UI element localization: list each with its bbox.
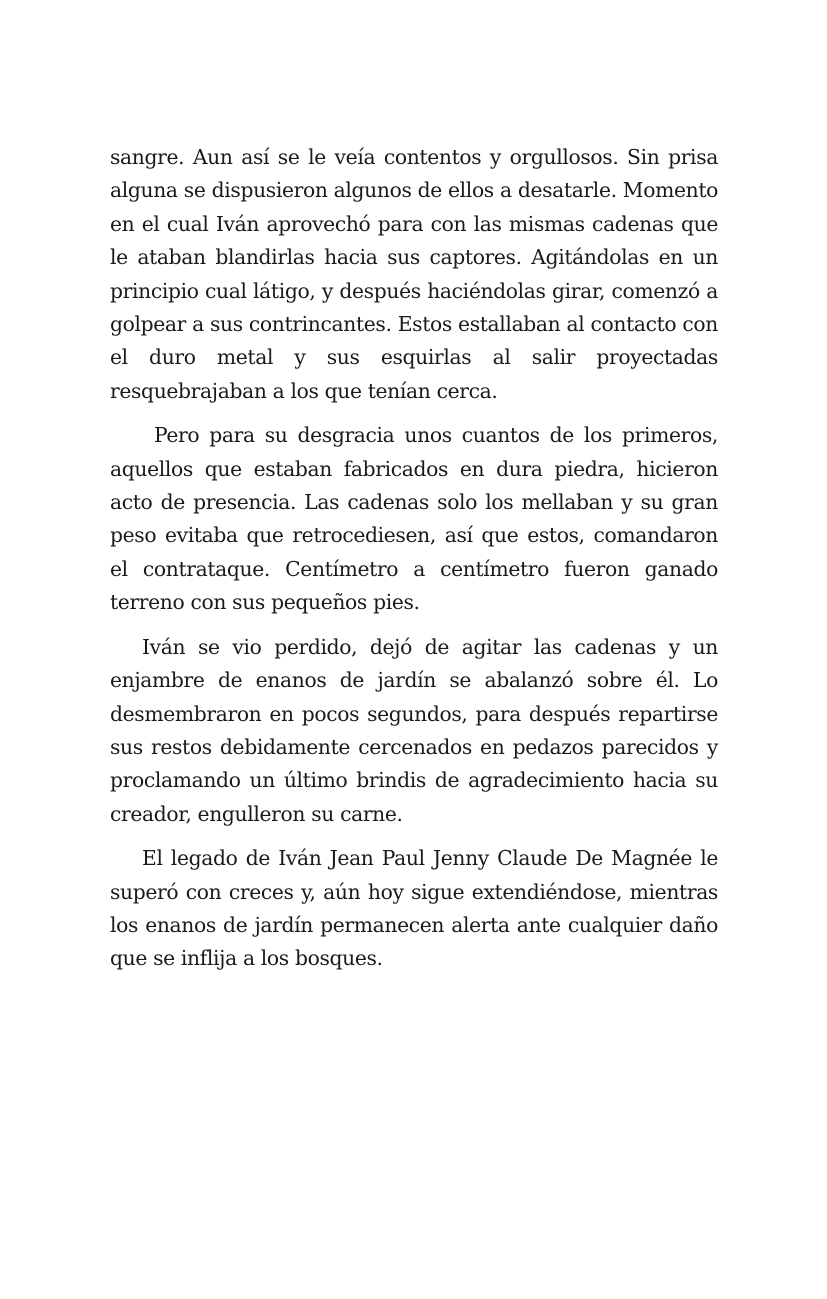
paragraph-3: Iván se vio perdido, dejó de agitar las cadenas y un enjambre de enanos de jardín se abalanzó sobre él. Lo desmembraron en pocos segundos, para después repartirse sus restos debidamente cercenados en pedazos parecidos y proclamando un último brindis de agradecimiento hacia su creador, engulleron su carne. bbox=[110, 634, 718, 826]
paragraph-2: Pero para su desgracia unos cuantos de los primeros, aquellos que estaban fabricados en dura piedra, hicieron acto de presencia. Las cadenas solo los mellaban y su gran peso evitaba que retrocediesen, así que estos, comandaron el contrataque. Centímetro a centímetro fueron ganado terreno con sus pequeños pies. bbox=[110, 423, 718, 615]
page-body bbox=[110, 141, 718, 987]
paragraph-1: sangre. Aun así se le veía contentos y orgullosos. Sin prisa alguna se dispusieron algunos de ellos a desatarle. Momento en el cual Iván aprovechó para con las mismas cadenas que le ataban blandirlas hacia sus captores. Agitándolas en un principio cual látigo, y después haciéndolas girar, comenzó a golpear a sus contrincantes. Estos estallaban al contacto con el duro metal y sus esquirlas al salir proyectadas resquebrajaban a los que tenían cerca. bbox=[110, 145, 718, 403]
paragraph-4: El legado de Iván Jean Paul Jenny Claude De Magnée le superó con creces y, aún hoy sigue extendiéndose, mientras los enanos de jardín permanecen alerta ante cualquier daño que se inflija a los bosques. bbox=[110, 846, 718, 971]
